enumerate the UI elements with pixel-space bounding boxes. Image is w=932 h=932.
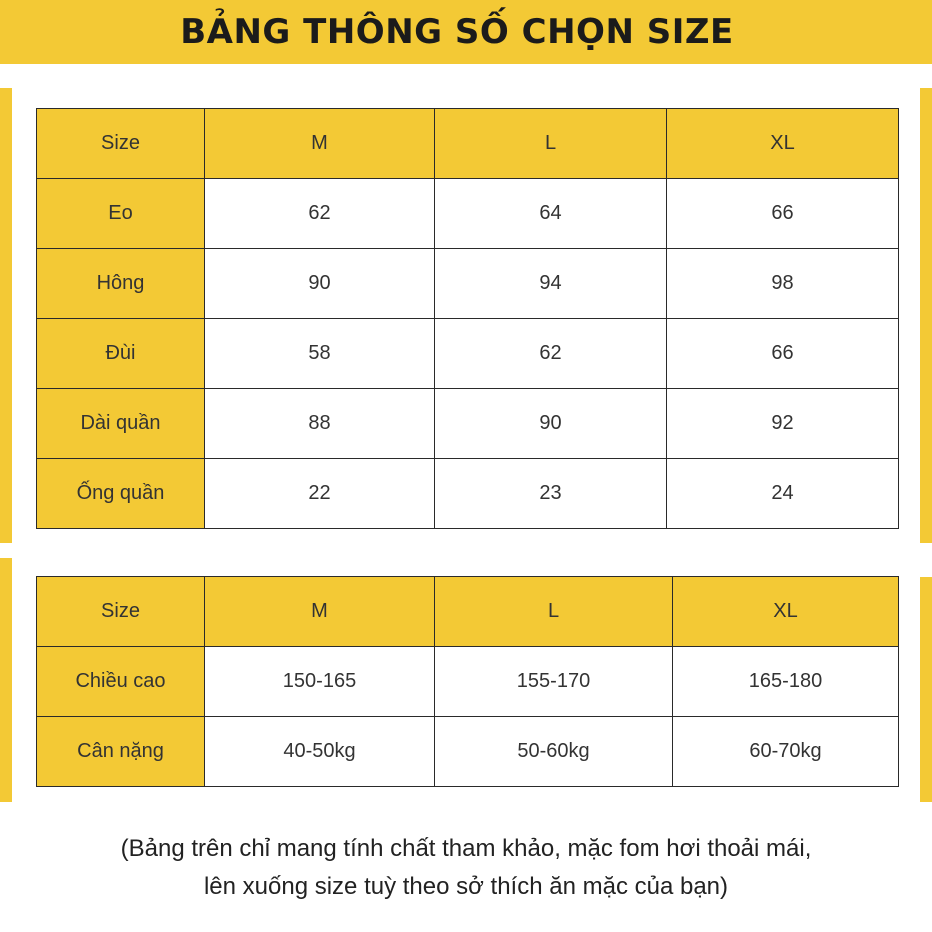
- header-cell: Size: [37, 109, 205, 179]
- right-accent-bar: [920, 88, 932, 543]
- row-label: Eo: [37, 179, 205, 249]
- table-cell: 94: [435, 249, 667, 319]
- table-cell: 66: [667, 179, 899, 249]
- table-cell: 64: [435, 179, 667, 249]
- table-cell: 66: [667, 319, 899, 389]
- header-cell: XL: [667, 109, 899, 179]
- note-line: lên xuống size tuỳ theo sở thích ăn mặc của bạn): [203, 873, 729, 900]
- row-label: Chiều cao: [37, 647, 205, 717]
- table-header-row: [37, 577, 899, 647]
- table-row: [37, 249, 899, 319]
- header-cell: XL: [673, 577, 899, 647]
- table-cell: 150-165: [205, 647, 435, 717]
- header-banner: [0, 0, 932, 64]
- table-cell: 98: [667, 249, 899, 319]
- table-row: [37, 389, 899, 459]
- table-cell: 23: [435, 459, 667, 529]
- table-row: [37, 717, 899, 787]
- table-cell: 165-180: [673, 647, 899, 717]
- header-cell: M: [205, 577, 435, 647]
- header-cell: L: [435, 109, 667, 179]
- header-cell: M: [205, 109, 435, 179]
- table-row: [37, 647, 899, 717]
- table-cell: 62: [435, 319, 667, 389]
- table-cell: 90: [435, 389, 667, 459]
- page-title: BẢNG THÔNG SỐ CHỌN SIZE: [180, 12, 734, 52]
- table-cell: 155-170: [435, 647, 673, 717]
- table-header-row: [37, 109, 899, 179]
- table-cell: 92: [667, 389, 899, 459]
- table-cell: 88: [205, 389, 435, 459]
- table-cell: 90: [205, 249, 435, 319]
- header-cell: L: [435, 577, 673, 647]
- table-cell: 24: [667, 459, 899, 529]
- note-line: (Bảng trên chỉ mang tính chất tham khảo, mặc fom hơi thoải mái,: [120, 835, 812, 862]
- table-cell: 22: [205, 459, 435, 529]
- left-accent-bar: [0, 558, 12, 802]
- left-accent-bar: [0, 88, 12, 543]
- table-cell: 58: [205, 319, 435, 389]
- row-label: Cân nặng: [37, 717, 205, 787]
- right-accent-bar: [920, 577, 932, 802]
- row-label: Hông: [37, 249, 205, 319]
- height-weight-table: [36, 576, 899, 787]
- row-label: Ống quần: [37, 459, 205, 529]
- table-row: [37, 319, 899, 389]
- row-label: Đùi: [37, 319, 205, 389]
- table-cell: 62: [205, 179, 435, 249]
- table-cell: 40-50kg: [205, 717, 435, 787]
- header-cell: Size: [37, 577, 205, 647]
- table-row: [37, 179, 899, 249]
- measurement-table: [36, 108, 899, 529]
- disclaimer-note: [0, 830, 932, 906]
- table-row: [37, 459, 899, 529]
- table-cell: 50-60kg: [435, 717, 673, 787]
- table-cell: 60-70kg: [673, 717, 899, 787]
- row-label: Dài quần: [37, 389, 205, 459]
